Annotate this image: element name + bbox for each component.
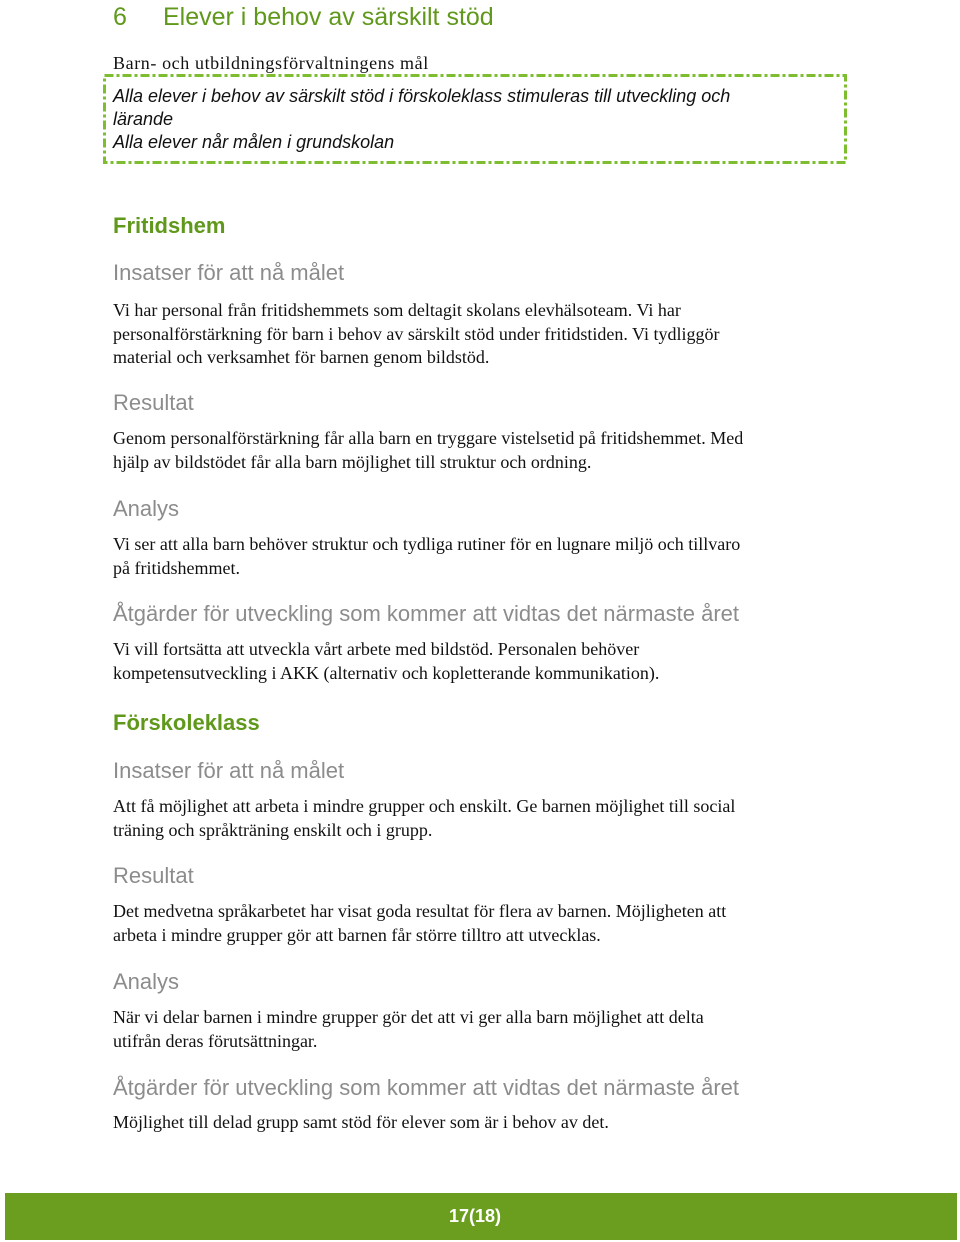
- page-number: 17(18): [448, 1206, 502, 1226]
- section-heading: [113, 2, 494, 32]
- text-line: utifrån deras förutsättningar.: [113, 1030, 318, 1051]
- forskoleklass-atgarder-text: [113, 1111, 609, 1135]
- text-line: arbeta i mindre grupper gör att barnen får större tilltro att utvecklas.: [113, 924, 601, 945]
- goals-box: [103, 74, 847, 164]
- fritidshem-resultat-text: [113, 427, 743, 474]
- goals-heading: Barn- och utbildningsförvaltningens mål: [113, 53, 429, 73]
- text-line: hjälp av bildstödet får alla barn möjlighet till struktur och ordning.: [113, 451, 592, 472]
- fritidshem-insatser-heading: Insatser för att nå målet: [113, 260, 345, 285]
- forskoleklass-resultat-text: [113, 900, 726, 947]
- text-line: Vi har personal från fritidshemmets som deltagit skolans elevhälsoteam. Vi har: [113, 300, 681, 320]
- section-title: Elever i behov av särskilt stöd: [163, 3, 494, 31]
- text-line: kompetensutveckling i AKK (alternativ och kopletterande kommunikation).: [113, 662, 660, 683]
- footer-bar: [5, 1193, 957, 1240]
- forskoleklass-title: Förskoleklass: [113, 710, 260, 735]
- text-line: Möjlighet till delad grupp samt stöd för elever som är i behov av det.: [113, 1112, 609, 1132]
- fritidshem-insatser-text: [113, 299, 719, 370]
- fritidshem-atgarder-text: [113, 638, 659, 685]
- text-line: Vi vill fortsätta att utveckla vårt arbete med bildstöd. Personalen behöver: [113, 639, 640, 659]
- text-line: på fritidshemmet.: [113, 557, 240, 578]
- text-line: När vi delar barnen i mindre grupper gör det att vi ger alla barn möjlighet att delta: [113, 1007, 704, 1027]
- text-line: Genom personalförstärkning får alla barn en tryggare vistelsetid på fritidshemmet. Med: [113, 428, 744, 448]
- forskoleklass-resultat-heading: Resultat: [113, 863, 194, 888]
- text-line: material och verksamhet för barnen genom bildstöd.: [113, 347, 490, 367]
- forskoleklass-atgarder-heading: Åtgärder för utveckling som kommer att vidtas det närmaste året: [113, 1075, 740, 1100]
- text-line: Att få möjlighet att arbeta i mindre grupper och enskilt. Ge barnen möjlighet till social: [113, 796, 736, 816]
- fritidshem-analys-heading: Analys: [113, 496, 180, 521]
- fritidshem-title: Fritidshem: [113, 213, 226, 238]
- fritidshem-atgarder-heading: Åtgärder för utveckling som kommer att vidtas det närmaste året: [113, 601, 740, 626]
- text-line: Det medvetna språkarbetet har visat goda resultat för flera av barnen. Möjligheten att: [113, 901, 727, 921]
- forskoleklass-analys-heading: Analys: [113, 969, 180, 994]
- goal-line: Alla elever i behov av särskilt stöd i förskoleklass stimuleras till utveckling och: [113, 86, 731, 106]
- fritidshem-analys-text: [113, 533, 740, 580]
- section-number: 6: [113, 3, 127, 31]
- forskoleklass-insatser-text: [113, 795, 735, 842]
- forskoleklass-analys-text: [113, 1006, 704, 1053]
- text-line: personalförstärkning för barn i behov av särskilt stöd under fritidstiden. Vi tydliggör: [113, 323, 720, 344]
- fritidshem-resultat-heading: Resultat: [113, 390, 194, 415]
- text-line: träning och språkträning enskilt och i grupp.: [113, 819, 433, 840]
- forskoleklass-insatser-heading: Insatser för att nå målet: [113, 758, 345, 783]
- goal-line: lärande: [113, 109, 174, 129]
- goal-line: Alla elever når målen i grundskolan: [113, 132, 395, 152]
- text-line: Vi ser att alla barn behöver struktur och tydliga rutiner för en lugnare miljö och tillvaro: [113, 534, 741, 554]
- goals-list: [113, 85, 730, 154]
